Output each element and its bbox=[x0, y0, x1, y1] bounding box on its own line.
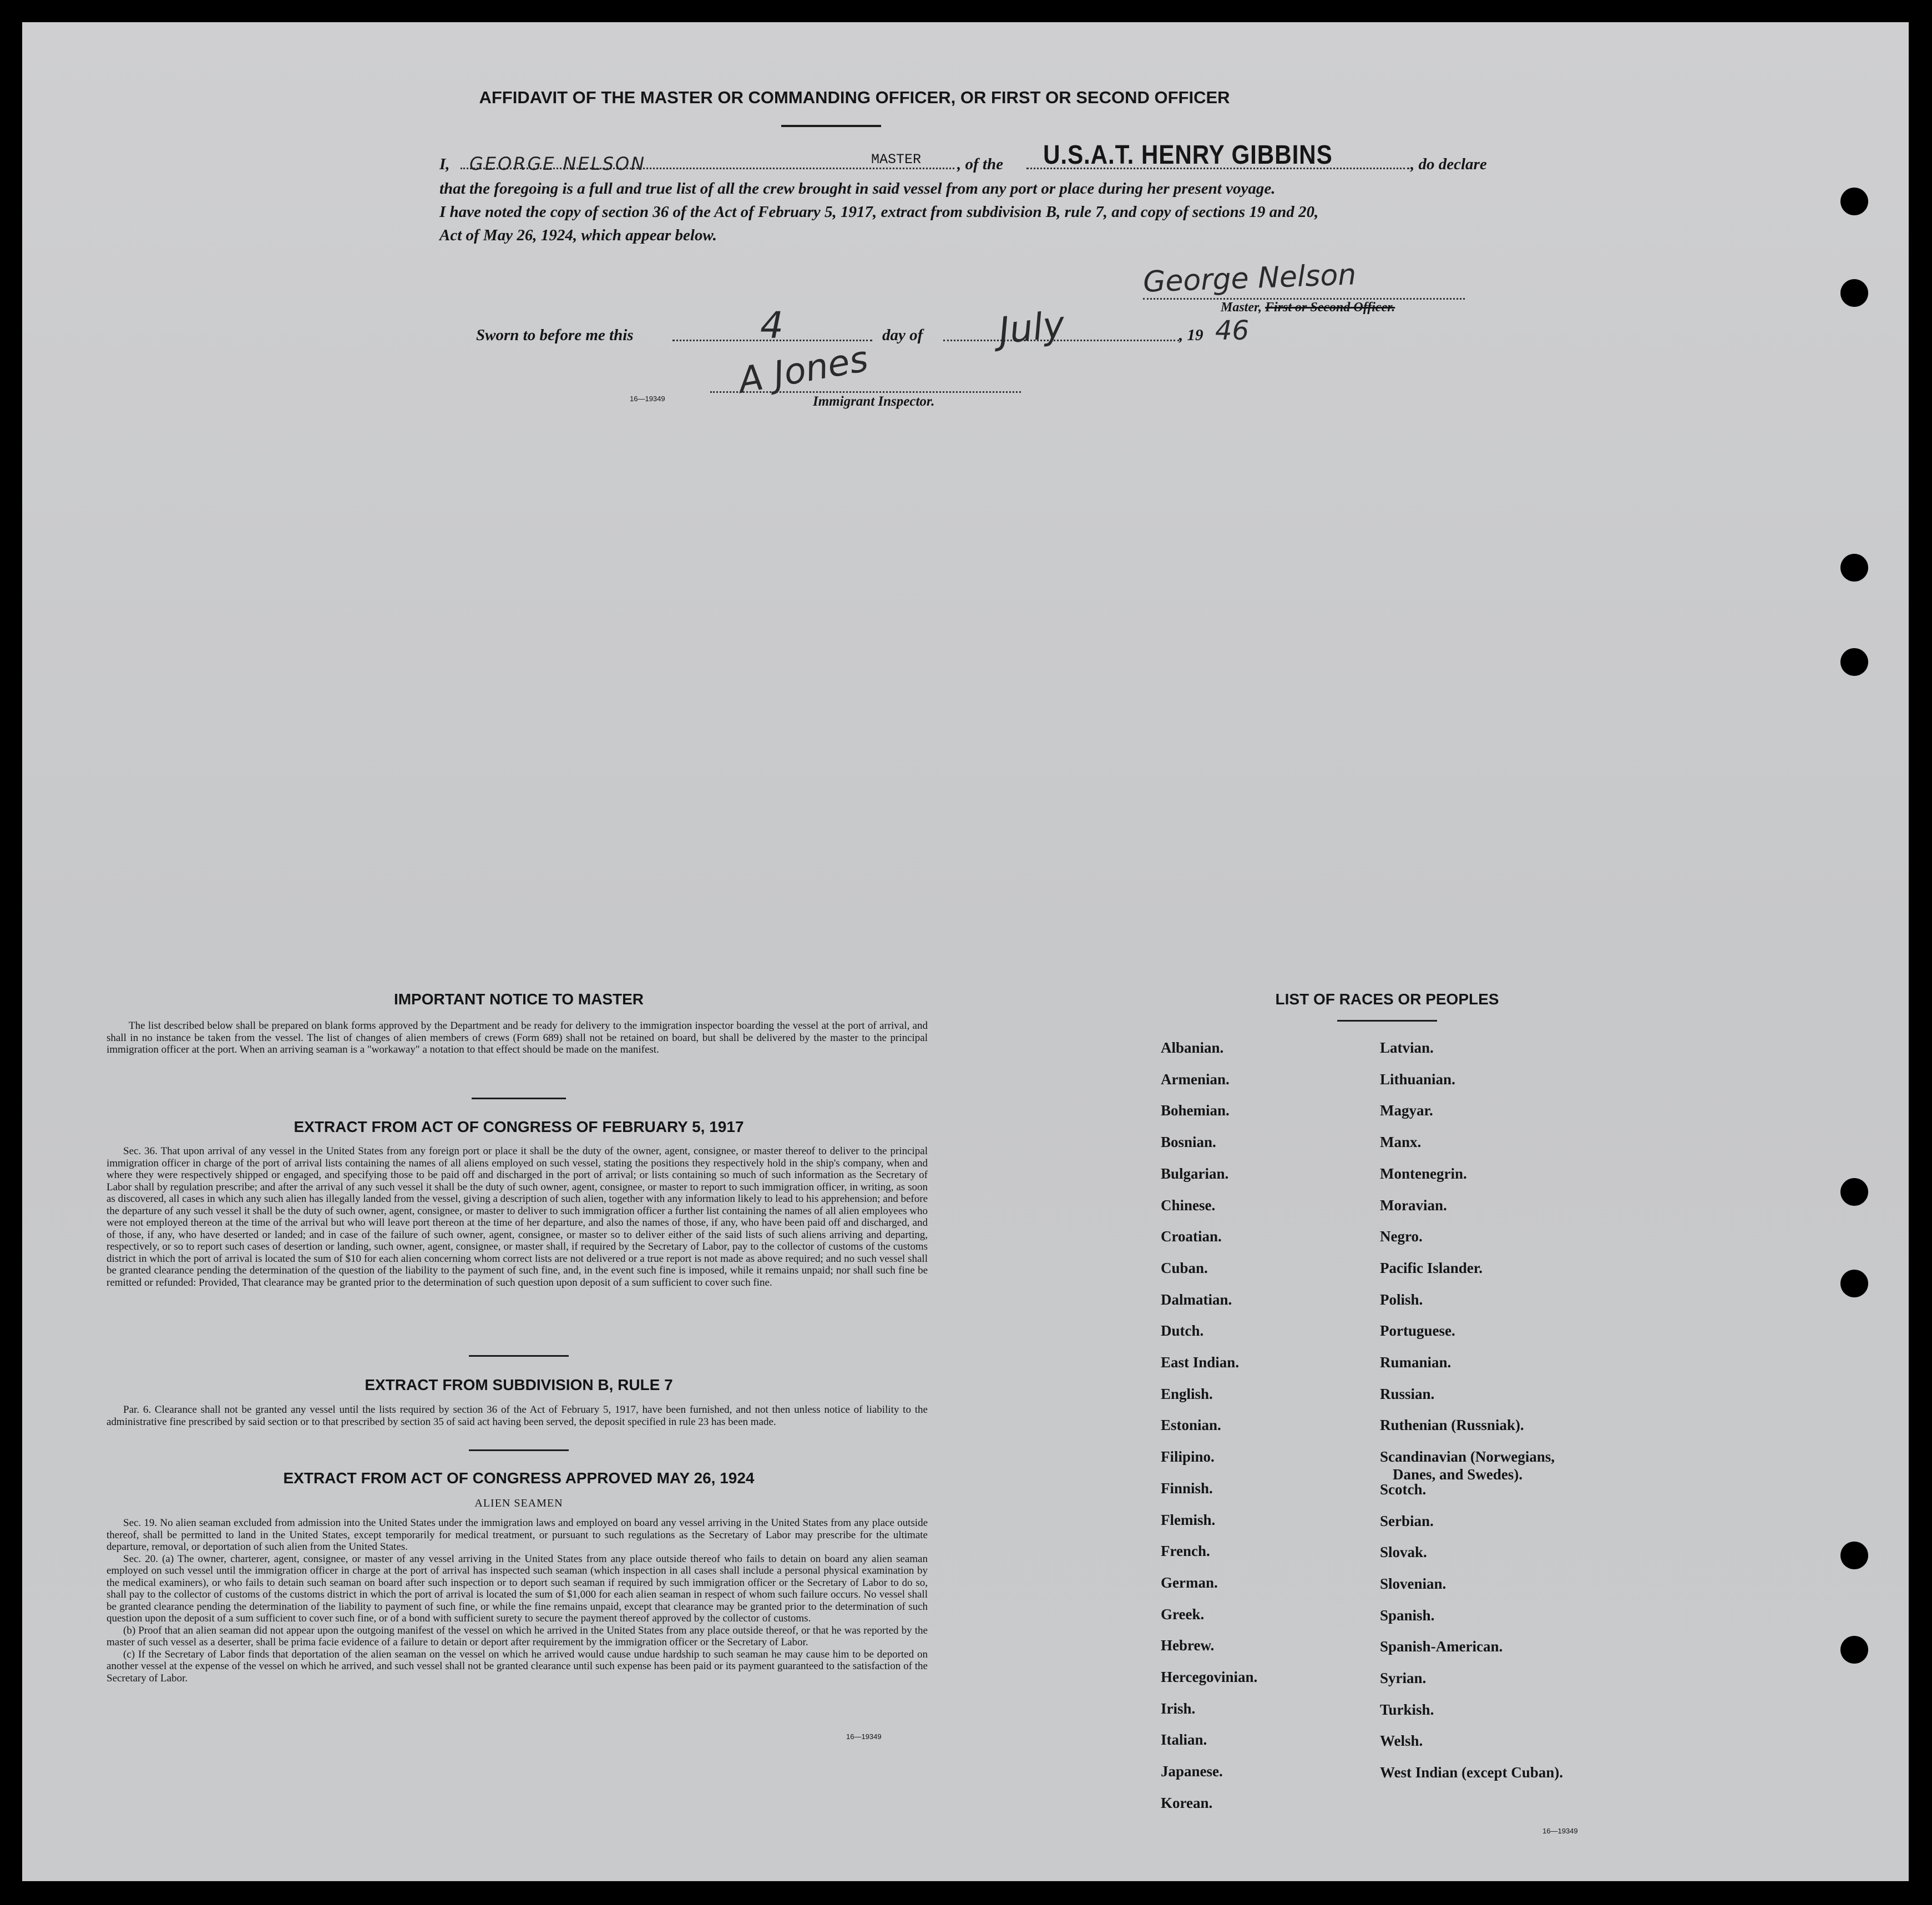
punch-hole bbox=[1840, 1636, 1868, 1664]
rank-stamp: MASTER bbox=[871, 151, 922, 168]
extract-1924-sec19: Sec. 19. No alien seaman excluded from admission into the United States under the immigration laws and employed on board any vessel arriving in the United States from any place outside thereof, shall be permitted to land in the United States, except temporarily for medical treatment, or pursuant to such regulations as the Secretary of Labor may prescribe for the ultimate departure, removal, or deportation of such alien from the United States. bbox=[107, 1517, 928, 1553]
race-item: Serbian. bbox=[1380, 1512, 1434, 1529]
vessel-name-field[interactable]: U.S.A.T. HENRY GIBBINS bbox=[1043, 140, 1333, 170]
race-item: Portuguese. bbox=[1380, 1322, 1455, 1340]
sworn-month-field[interactable]: July bbox=[997, 303, 1067, 352]
signer-title-master: Master, bbox=[1221, 300, 1262, 315]
master-name-field[interactable]: GEORGE NELSON bbox=[469, 153, 646, 174]
inspector-signature: A Jones bbox=[735, 338, 872, 402]
race-item: Spanish-American. bbox=[1380, 1638, 1503, 1655]
race-item: Hebrew. bbox=[1161, 1637, 1215, 1654]
notice-divider bbox=[472, 1098, 566, 1099]
of-the-label: , of the bbox=[957, 155, 1003, 173]
affidavit-line-2: that the foregoing is a full and true list of all the crew brought in said vessel from any port or place during her present voyage. bbox=[439, 180, 1276, 198]
races-title: LIST OF RACES OR PEOPLES bbox=[1275, 991, 1499, 1008]
race-item: Negro. bbox=[1380, 1228, 1423, 1245]
notice-body bbox=[107, 1020, 928, 1056]
extract-1917-divider bbox=[469, 1355, 569, 1357]
race-item: Hercegovinian. bbox=[1161, 1669, 1258, 1685]
race-item: Moravian. bbox=[1380, 1196, 1447, 1214]
race-item: Montenegrin. bbox=[1380, 1165, 1467, 1182]
race-item: Scandinavian (Norwegians, bbox=[1380, 1448, 1555, 1466]
punch-hole bbox=[1840, 188, 1868, 215]
race-item: Albanian. bbox=[1161, 1039, 1224, 1056]
race-item: East Indian. bbox=[1161, 1354, 1240, 1371]
sworn-label: Sworn to before me this bbox=[476, 326, 634, 344]
punch-hole bbox=[1840, 279, 1868, 307]
race-item: Armenian. bbox=[1161, 1070, 1230, 1088]
race-item: Croatian. bbox=[1161, 1228, 1222, 1245]
rule7-body bbox=[107, 1404, 928, 1428]
race-item: French. bbox=[1161, 1543, 1210, 1560]
punch-hole bbox=[1840, 1178, 1868, 1206]
day-of-label: day of bbox=[882, 326, 923, 344]
race-item: German. bbox=[1161, 1574, 1218, 1591]
race-item: Italian. bbox=[1161, 1731, 1207, 1749]
race-item: Bulgarian. bbox=[1161, 1165, 1229, 1182]
manifest-page bbox=[22, 22, 1909, 1881]
race-item: English. bbox=[1161, 1385, 1213, 1402]
extract-1924-sec20b: (b) Proof that an alien seaman did not appear upon the outgoing manifest of the vessel on which he arrived in the United States from any place outside thereof, or that he was reported by the master of such vessel as a deserter, shall be prima facie evidence of a failure to detain or deport after requirement by the immigration officer or the Secretary of Labor. bbox=[107, 1624, 928, 1648]
race-item: Cuban. bbox=[1161, 1259, 1208, 1276]
race-item: Latvian. bbox=[1380, 1039, 1434, 1056]
rule7-title: EXTRACT FROM SUBDIVISION B, RULE 7 bbox=[365, 1376, 673, 1393]
race-item: Chinese. bbox=[1161, 1196, 1216, 1214]
inspector-signature-line bbox=[710, 391, 1021, 393]
race-item: Turkish. bbox=[1380, 1701, 1434, 1718]
race-item: Danes, and Swedes). bbox=[1393, 1466, 1523, 1483]
race-item: Filipino. bbox=[1161, 1448, 1215, 1466]
race-item: Japanese. bbox=[1161, 1763, 1223, 1780]
title-underline bbox=[781, 125, 881, 127]
master-signature: George Nelson bbox=[1142, 258, 1357, 299]
race-item: Magyar. bbox=[1380, 1102, 1433, 1119]
extract-1924-sec20a: Sec. 20. (a) The owner, charterer, agent, consignee, or master of any vessel arriving in the United States from any place outside thereof who fails to detain on board any alien seaman employed on such vessel until the immigration officer in charge at the port of arrival has inspected such seaman (which inspection in all cases shall include a personal physical examination by the medical examiners), or who fails to detain such seaman on board after such inspection or to deport such seaman if required by such immigration officer or the Secretary of Labor to do so, shall pay to the collector of customs of the customs district in which the port of arrival is located the sum of $1,000 for each alien seaman in respect of whom such failure occurs. No vessel shall be granted clearance pending the determination of the liability to payment of such fine, or while the fine remains unpaid, except that clearance may be granted prior to the determination of such question upon the deposit of a sum sufficient to cover such fine, or of a bond with sufficient surety to secure the payment thereof approved by the collector of customs. bbox=[107, 1553, 928, 1624]
affidavit-line-4: Act of May 26, 1924, which appear below. bbox=[439, 226, 717, 244]
race-item: Rumanian. bbox=[1380, 1354, 1451, 1371]
race-item: Scotch. bbox=[1380, 1480, 1427, 1498]
race-item: Slovenian. bbox=[1380, 1575, 1447, 1592]
form-number-left: 16—19349 bbox=[846, 1732, 882, 1741]
race-item: Flemish. bbox=[1161, 1511, 1216, 1528]
extract-1917-title: EXTRACT FROM ACT OF CONGRESS OF FEBRUARY 5, 1917 bbox=[294, 1118, 744, 1135]
race-item: Greek. bbox=[1161, 1605, 1205, 1623]
race-item: Finnish. bbox=[1161, 1479, 1213, 1497]
extract-1924-title: EXTRACT FROM ACT OF CONGRESS APPROVED MAY 26, 1924 bbox=[283, 1469, 755, 1487]
punch-hole bbox=[1840, 1270, 1868, 1297]
affidavit-i-prefix: I, bbox=[439, 155, 450, 173]
extract-1924-subtitle: ALIEN SEAMEN bbox=[474, 1497, 563, 1509]
races-title-underline bbox=[1337, 1020, 1437, 1022]
punch-hole bbox=[1840, 554, 1868, 582]
race-item: Welsh. bbox=[1380, 1732, 1423, 1750]
punch-hole bbox=[1840, 648, 1868, 676]
notice-text: The list described below shall be prepared on blank forms approved by the Department and be ready for delivery to the immigration inspector boarding the vessel at the port of arrival, and shall in no instance be taken from the vessel. The list of changes of alien members of crews (Form 689) shall not be retained on board, but shall be delivered by the master to the principal immigration officer at the port. When an arriving seaman is a "workaway" a notation to that effect should be made on the manifest. bbox=[107, 1020, 928, 1055]
signer-title bbox=[1221, 300, 1395, 315]
extract-1924-sec20c: (c) If the Secretary of Labor finds that deportation of the alien seaman on the vessel on which he arrived would cause undue hardship to such seaman he may cause him to be deported on another vessel at the expense of the vessel on which he arrived, and such vessel shall not be granted clearance until such expense has been paid or its payment guaranteed to the satisfaction of the Secretary of Labor. bbox=[107, 1648, 928, 1684]
race-item: Ruthenian (Russniak). bbox=[1380, 1417, 1524, 1434]
rule7-text: Par. 6. Clearance shall not be granted any vessel until the lists required by section 36 of the Act of February 5, 1917, have been furnished, and not then unless notice of liability to the administrative fine prescribed by said section or to that prescribed by section 35 of said act having been served, the deposit specified in rule 23 has been made. bbox=[107, 1404, 928, 1428]
form-number-right: 16—19349 bbox=[1542, 1827, 1578, 1835]
race-item: Korean. bbox=[1161, 1794, 1213, 1811]
form-number-top: 16—19349 bbox=[630, 395, 665, 403]
signer-title-struck: First or Second Officer. bbox=[1265, 300, 1395, 315]
rule7-divider bbox=[469, 1449, 569, 1451]
race-item: Bosnian. bbox=[1161, 1134, 1216, 1151]
race-item: Russian. bbox=[1380, 1385, 1435, 1402]
inspector-label: Immigrant Inspector. bbox=[813, 394, 935, 409]
affidavit-title: AFFIDAVIT OF THE MASTER OR COMMANDING OFFICER, OR FIRST OR SECOND OFFICER bbox=[479, 88, 1230, 107]
race-item: Dalmatian. bbox=[1161, 1291, 1232, 1308]
race-item: Dutch. bbox=[1161, 1322, 1204, 1340]
extract-1924-body bbox=[107, 1517, 928, 1684]
race-item: Syrian. bbox=[1380, 1670, 1427, 1686]
race-item: Irish. bbox=[1161, 1700, 1196, 1717]
race-item: Bohemian. bbox=[1161, 1102, 1230, 1119]
extract-1917-body bbox=[107, 1145, 928, 1288]
race-item: Pacific Islander. bbox=[1380, 1259, 1483, 1276]
race-item: Polish. bbox=[1380, 1291, 1423, 1308]
do-declare-label: , do declare bbox=[1410, 155, 1487, 173]
race-item: Estonian. bbox=[1161, 1417, 1221, 1434]
affidavit-line-3: I have noted the copy of section 36 of the Act of February 5, 1917, extract from subdivision B, rule 7, and copy of sections 19 and 20, bbox=[439, 203, 1319, 221]
year-prefix-label: , 19 bbox=[1179, 326, 1203, 344]
race-item: West Indian (except Cuban). bbox=[1380, 1764, 1564, 1781]
year-suffix-field[interactable]: 46 bbox=[1215, 315, 1250, 346]
notice-title: IMPORTANT NOTICE TO MASTER bbox=[393, 991, 644, 1008]
race-item: Manx. bbox=[1380, 1134, 1422, 1151]
race-item: Slovak. bbox=[1380, 1544, 1427, 1561]
extract-1917-text: Sec. 36. That upon arrival of any vessel in the United States from any foreign port or place it shall be the duty of the owner, agent, consignee, or master thereof to deliver to the principal immigration officer in charge of the port of arrival lists containing the names of all aliens employed on such vessel, stating the positions they respectively hold in the ship's company, when and where they were respectively shipped or engaged, and specifying those to be paid off and discharged in the port of arrival; or lists containing so much of such information as the Secretary of Labor shall by regulation prescribe; and after the arrival of any such vessel it shall be the duty of such owner, agent, consignee, or master to report to such immigration officer, in writing, as soon as discovered, all cases in which any such alien has illegally landed from the vessel, giving a description of such alien, together with any information likely to lead to his apprehension; and before the departure of any such vessel it shall be the duty of such owner, agent, consignee, or master to deliver to such immigration officer a further list containing the names of all alien employees who were not employed thereon at the time of the arrival but who will leave port thereon at the time of her departure, and also the names of those, if any, who have been paid off and discharged, and of those, if any, who have deserted or landed; and in case of the failure of such owner, agent, consignee, or master so to deliver either of the said lists of such aliens arriving and departing, respectively, or so to report such cases of desertion or landing, such owner, agent, consignee, or master shall, if required by the Secretary of Labor, pay to the collector of customs of the customs district in which the port of arrival is located the sum of $10 for each alien concerning whom correct lists are not delivered or a true report is not made as above required; and no such vessel shall be granted clearance pending the determination of the question of the liability to the payment of such fine, and, in the event such fine is imposed, while it remains unpaid; nor shall such fine be remitted or refunded: Provided, That clearance may be granted prior to the determination of such question upon deposit of a sum sufficient to cover such fine. bbox=[107, 1145, 928, 1288]
sworn-day-field[interactable]: 4 bbox=[760, 304, 783, 347]
race-item: Lithuanian. bbox=[1380, 1070, 1455, 1088]
race-item: Spanish. bbox=[1380, 1606, 1435, 1624]
punch-hole bbox=[1840, 1542, 1868, 1569]
master-signature-line bbox=[1143, 298, 1465, 300]
